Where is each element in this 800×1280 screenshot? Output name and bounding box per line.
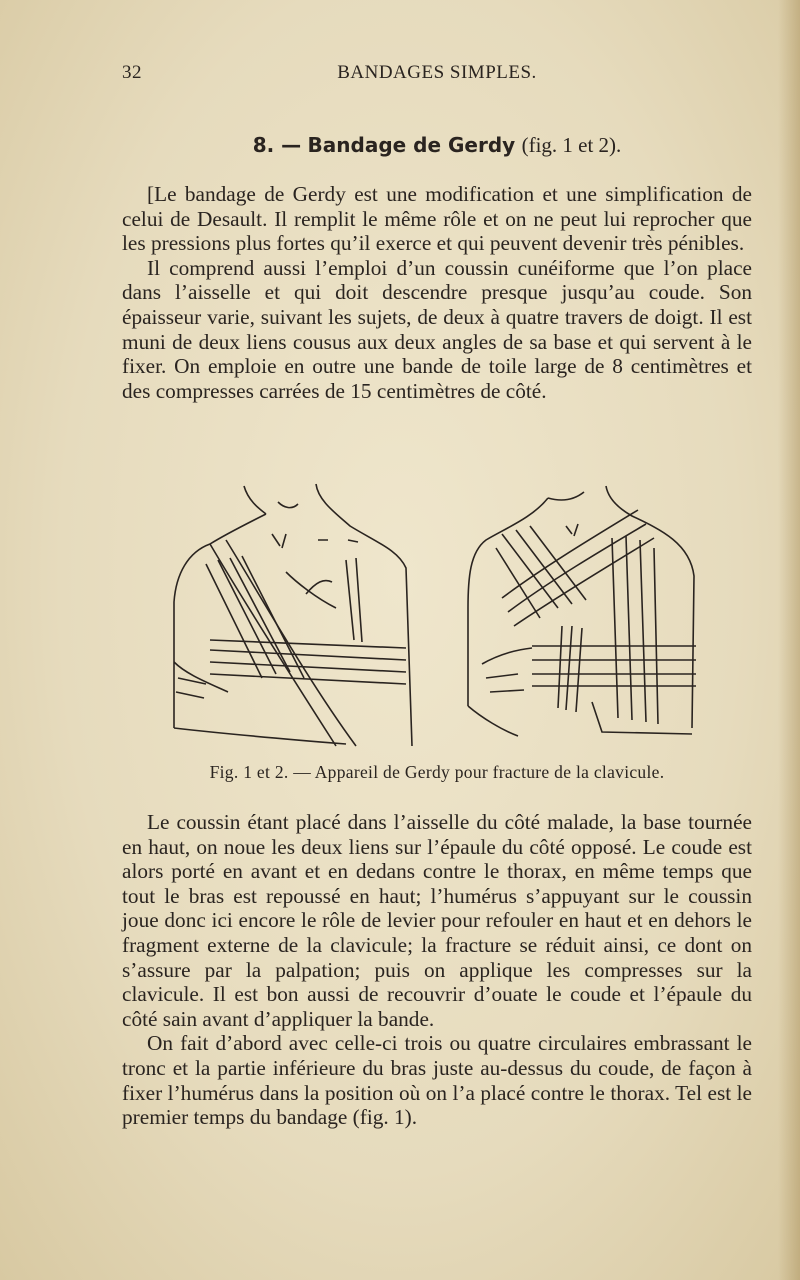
- section-number: 8. —: [252, 133, 302, 157]
- paragraph-4: On fait d’abord avec celle-ci trois ou quatre circulaires embrassant le tronc et la partie inférieure du bras juste au-dessus du coude, de façon à fixer l’humérus dans la position où on l’a placé contre le thorax. Tel est le premier temps du bandage (fig. 1).: [122, 1031, 752, 1130]
- section-figure-ref: (fig. 1 et 2).: [521, 133, 622, 157]
- figure-illustration: [166, 478, 706, 754]
- running-title: BANDAGES SIMPLES.: [337, 62, 537, 83]
- body-text-bottom: [122, 810, 752, 1130]
- page-edge-shadow: [778, 0, 800, 1280]
- paragraph-3: Le coussin étant placé dans l’aisselle du côté malade, la base tournée en haut, on noue les deux liens sur l’épaule du côté opposé. Le coude est alors porté en avant et en dedans contre le thorax, en même temps que tout le bras est repoussé en haut; l’humérus s’appuyant sur le coussin joue donc ici encore le rôle de levier pour refouler en haut et en dehors le fragment externe de la clavicule; la fracture se réduit ainsi, ce dont on s’assure par la palpation; puis on applique les compresses sur la clavicule. Il est bon aussi de recouvrir d’ouate le coude et l’épaule du côté sain avant d’appliquer la bande.: [122, 810, 752, 1031]
- section-heading: Bandage de Gerdy: [307, 133, 516, 157]
- body-text-top: [122, 182, 752, 403]
- page-number: 32: [122, 62, 142, 83]
- paragraph-1: [Le bandage de Gerdy est une modification et une simplification de celui de Desault. Il remplit le même rôle et on ne peut lui reprocher que les pressions plus fortes qu’il exerce et qui peuvent devenir très pénibles.: [122, 182, 752, 256]
- running-header: [122, 62, 752, 90]
- figure-1-drawing: [174, 484, 412, 746]
- paragraph-2: Il comprend aussi l’emploi d’un coussin cunéiforme que l’on place dans l’aisselle et qui doit descendre presque jusqu’au coude. Son épaisseur varie, suivant les sujets, de deux à quatre travers de doigt. Il est muni de deux liens cousus aux deux angles de sa base et qui servent à le fixer. On emploie en outre une bande de toile large de 8 centimètres et des compresses carrées de 15 centimètres de côté.: [122, 255, 752, 403]
- section-title: [122, 133, 752, 158]
- figure-2-drawing: [468, 486, 696, 736]
- bandage-engraving: [166, 478, 706, 754]
- figure-caption: Fig. 1 et 2. — Appareil de Gerdy pour fracture de la clavicule.: [209, 762, 665, 782]
